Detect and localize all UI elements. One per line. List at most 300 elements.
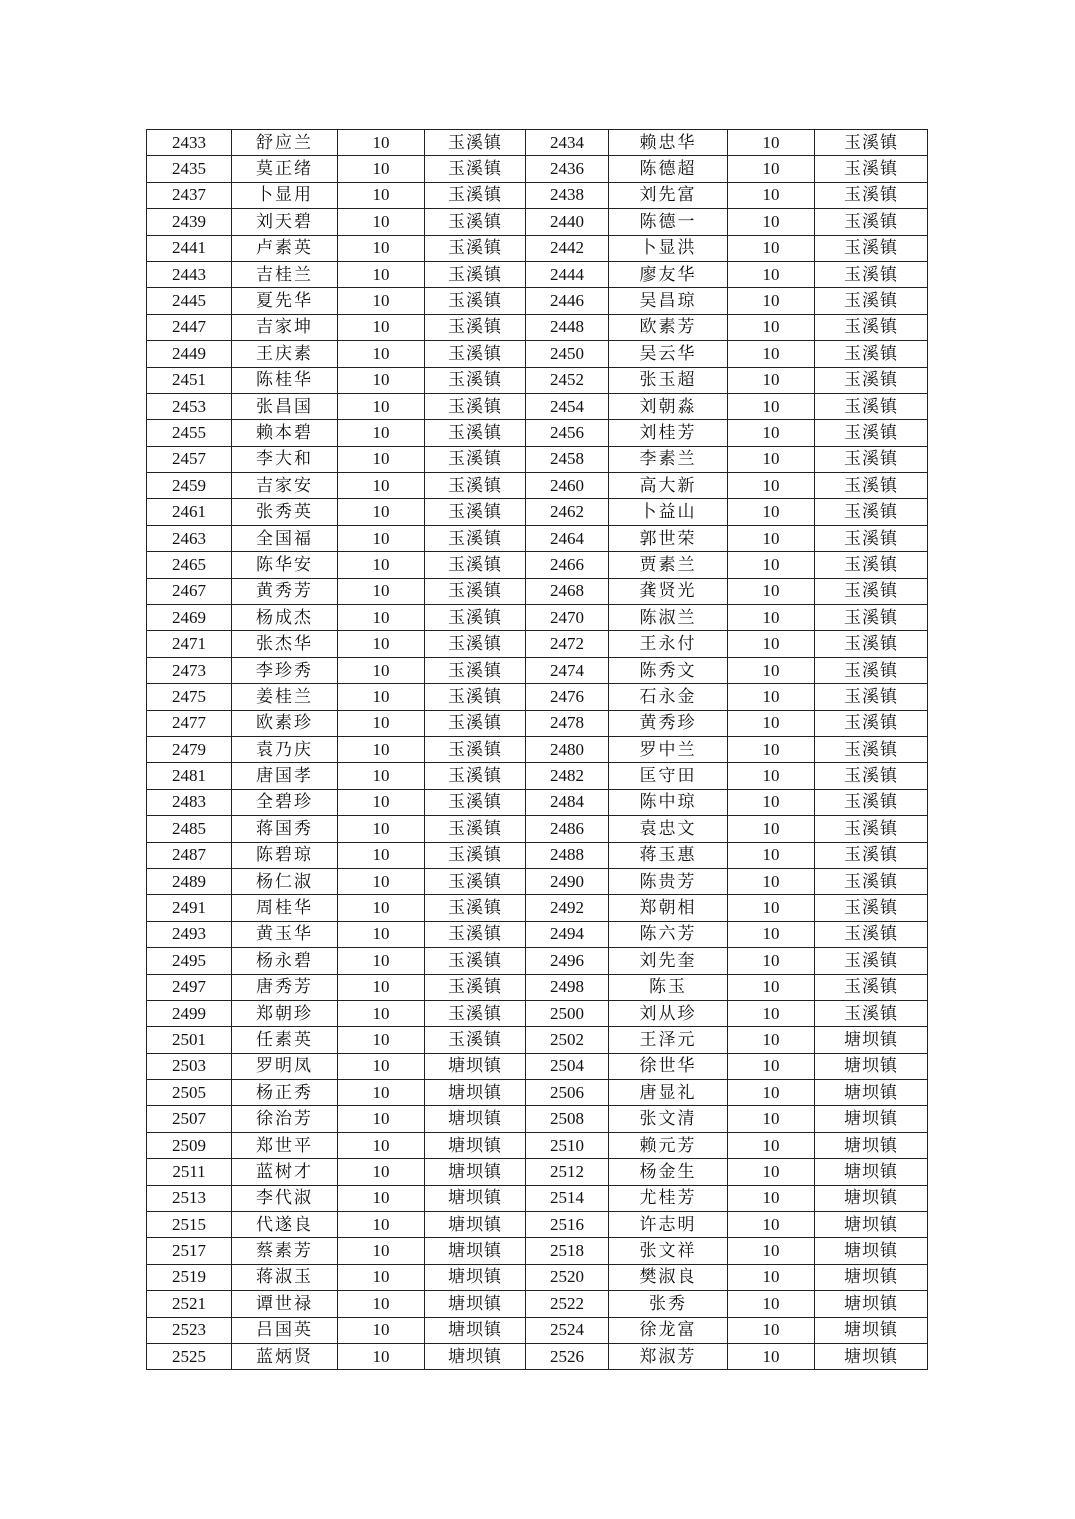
row-number: 2444: [526, 261, 609, 287]
person-name: 陈德超: [609, 156, 728, 182]
amount: 10: [338, 552, 425, 578]
amount: 10: [728, 288, 815, 314]
row-number: 2473: [147, 657, 232, 683]
amount: 10: [728, 789, 815, 815]
document-page: [146, 129, 928, 1370]
row-number: 2436: [526, 156, 609, 182]
person-name: 莫正绪: [232, 156, 338, 182]
town-name: 玉溪镇: [815, 948, 928, 974]
amount: 10: [338, 525, 425, 551]
row-number: 2500: [526, 1000, 609, 1026]
town-name: 玉溪镇: [425, 684, 526, 710]
town-name: 玉溪镇: [425, 816, 526, 842]
town-name: 塘坝镇: [425, 1343, 526, 1369]
person-name: 赖本碧: [232, 420, 338, 446]
person-name: 代遂良: [232, 1212, 338, 1238]
person-name: 袁乃庆: [232, 736, 338, 762]
row-number: 2488: [526, 842, 609, 868]
amount: 10: [338, 393, 425, 419]
row-number: 2484: [526, 789, 609, 815]
person-name: 匡守田: [609, 763, 728, 789]
amount: 10: [338, 314, 425, 340]
person-name: 唐显礼: [609, 1080, 728, 1106]
amount: 10: [338, 1212, 425, 1238]
amount: 10: [338, 1343, 425, 1369]
person-name: 贾素兰: [609, 552, 728, 578]
table-row: [147, 948, 928, 974]
amount: 10: [728, 1053, 815, 1079]
table-row: [147, 473, 928, 499]
amount: 10: [338, 446, 425, 472]
row-number: 2437: [147, 182, 232, 208]
person-name: 张文清: [609, 1106, 728, 1132]
row-number: 2517: [147, 1238, 232, 1264]
person-name: 刘先奎: [609, 948, 728, 974]
row-number: 2518: [526, 1238, 609, 1264]
town-name: 玉溪镇: [425, 209, 526, 235]
person-name: 唐国孝: [232, 763, 338, 789]
town-name: 玉溪镇: [815, 341, 928, 367]
table-row: [147, 1132, 928, 1158]
row-number: 2494: [526, 921, 609, 947]
row-number: 2525: [147, 1343, 232, 1369]
table-row: [147, 736, 928, 762]
person-name: 蓝炳贤: [232, 1343, 338, 1369]
amount: 10: [728, 1264, 815, 1290]
table-row: [147, 763, 928, 789]
person-name: 徐治芳: [232, 1106, 338, 1132]
table-row: [147, 1000, 928, 1026]
amount: 10: [728, 895, 815, 921]
amount: 10: [338, 341, 425, 367]
row-number: 2482: [526, 763, 609, 789]
row-number: 2480: [526, 736, 609, 762]
amount: 10: [728, 763, 815, 789]
person-name: 龚贤光: [609, 578, 728, 604]
amount: 10: [338, 156, 425, 182]
amount: 10: [728, 235, 815, 261]
row-number: 2498: [526, 974, 609, 1000]
person-name: 欧素芳: [609, 314, 728, 340]
town-name: 塘坝镇: [815, 1212, 928, 1238]
town-name: 玉溪镇: [815, 895, 928, 921]
amount: 10: [338, 948, 425, 974]
town-name: 玉溪镇: [425, 1000, 526, 1026]
person-name: 舒应兰: [232, 130, 338, 156]
person-name: 许志明: [609, 1212, 728, 1238]
row-number: 2468: [526, 578, 609, 604]
person-name: 谭世禄: [232, 1291, 338, 1317]
row-number: 2445: [147, 288, 232, 314]
amount: 10: [728, 130, 815, 156]
table-row: [147, 288, 928, 314]
person-name: 张杰华: [232, 631, 338, 657]
amount: 10: [338, 974, 425, 1000]
person-name: 全国福: [232, 525, 338, 551]
row-number: 2489: [147, 868, 232, 894]
town-name: 玉溪镇: [425, 420, 526, 446]
amount: 10: [338, 1159, 425, 1185]
amount: 10: [338, 499, 425, 525]
row-number: 2475: [147, 684, 232, 710]
amount: 10: [338, 657, 425, 683]
town-name: 玉溪镇: [425, 182, 526, 208]
town-name: 玉溪镇: [815, 816, 928, 842]
row-number: 2461: [147, 499, 232, 525]
amount: 10: [728, 948, 815, 974]
town-name: 玉溪镇: [815, 393, 928, 419]
amount: 10: [338, 921, 425, 947]
town-name: 塘坝镇: [425, 1264, 526, 1290]
amount: 10: [728, 446, 815, 472]
person-name: 姜桂兰: [232, 684, 338, 710]
town-name: 玉溪镇: [815, 446, 928, 472]
person-name: 蒋淑玉: [232, 1264, 338, 1290]
row-number: 2449: [147, 341, 232, 367]
town-name: 玉溪镇: [815, 261, 928, 287]
row-number: 2503: [147, 1053, 232, 1079]
amount: 10: [338, 842, 425, 868]
row-number: 2487: [147, 842, 232, 868]
person-name: 赖元芳: [609, 1132, 728, 1158]
table-row: [147, 1343, 928, 1369]
town-name: 塘坝镇: [815, 1238, 928, 1264]
row-number: 2519: [147, 1264, 232, 1290]
person-name: 黄秀珍: [609, 710, 728, 736]
town-name: 塘坝镇: [425, 1080, 526, 1106]
row-number: 2516: [526, 1212, 609, 1238]
town-name: 玉溪镇: [815, 868, 928, 894]
town-name: 玉溪镇: [425, 868, 526, 894]
town-name: 玉溪镇: [425, 578, 526, 604]
person-name: 陈秀文: [609, 657, 728, 683]
town-name: 玉溪镇: [425, 314, 526, 340]
amount: 10: [728, 710, 815, 736]
person-name: 杨成杰: [232, 605, 338, 631]
table-row: [147, 1159, 928, 1185]
table-row: [147, 895, 928, 921]
person-name: 樊淑良: [609, 1264, 728, 1290]
person-name: 陈贵芳: [609, 868, 728, 894]
town-name: 玉溪镇: [815, 631, 928, 657]
person-name: 郑淑芳: [609, 1343, 728, 1369]
town-name: 塘坝镇: [425, 1159, 526, 1185]
row-number: 2485: [147, 816, 232, 842]
town-name: 玉溪镇: [815, 921, 928, 947]
amount: 10: [338, 1132, 425, 1158]
amount: 10: [728, 736, 815, 762]
person-name: 吕国英: [232, 1317, 338, 1343]
town-name: 玉溪镇: [815, 789, 928, 815]
town-name: 玉溪镇: [815, 552, 928, 578]
amount: 10: [338, 816, 425, 842]
table-row: [147, 789, 928, 815]
town-name: 塘坝镇: [425, 1212, 526, 1238]
row-number: 2471: [147, 631, 232, 657]
row-number: 2438: [526, 182, 609, 208]
person-name: 李大和: [232, 446, 338, 472]
town-name: 玉溪镇: [815, 367, 928, 393]
table-row: [147, 1027, 928, 1053]
row-number: 2469: [147, 605, 232, 631]
row-number: 2434: [526, 130, 609, 156]
person-name: 刘先富: [609, 182, 728, 208]
row-number: 2455: [147, 420, 232, 446]
town-name: 塘坝镇: [815, 1080, 928, 1106]
town-name: 玉溪镇: [815, 684, 928, 710]
table-row: [147, 631, 928, 657]
town-name: 玉溪镇: [815, 235, 928, 261]
amount: 10: [728, 393, 815, 419]
person-name: 高大新: [609, 473, 728, 499]
amount: 10: [338, 261, 425, 287]
amount: 10: [728, 1000, 815, 1026]
table-row: [147, 1053, 928, 1079]
person-name: 卜显洪: [609, 235, 728, 261]
row-number: 2513: [147, 1185, 232, 1211]
table-row: [147, 816, 928, 842]
row-number: 2492: [526, 895, 609, 921]
person-name: 吉家安: [232, 473, 338, 499]
amount: 10: [338, 763, 425, 789]
person-name: 刘朝淼: [609, 393, 728, 419]
town-name: 玉溪镇: [425, 446, 526, 472]
table-row: [147, 367, 928, 393]
amount: 10: [728, 314, 815, 340]
person-name: 卢素英: [232, 235, 338, 261]
row-number: 2439: [147, 209, 232, 235]
town-name: 玉溪镇: [815, 710, 928, 736]
person-name: 李素兰: [609, 446, 728, 472]
person-name: 王泽元: [609, 1027, 728, 1053]
person-name: 周桂华: [232, 895, 338, 921]
table-row: [147, 182, 928, 208]
person-name: 陈六芳: [609, 921, 728, 947]
amount: 10: [728, 578, 815, 604]
person-name: 徐龙富: [609, 1317, 728, 1343]
person-name: 张玉超: [609, 367, 728, 393]
town-name: 玉溪镇: [815, 499, 928, 525]
town-name: 塘坝镇: [815, 1291, 928, 1317]
table-row: [147, 578, 928, 604]
town-name: 塘坝镇: [815, 1132, 928, 1158]
person-name: 杨永碧: [232, 948, 338, 974]
town-name: 玉溪镇: [425, 921, 526, 947]
person-name: 欧素珍: [232, 710, 338, 736]
person-name: 黄玉华: [232, 921, 338, 947]
person-name: 刘天碧: [232, 209, 338, 235]
person-name: 吴昌琼: [609, 288, 728, 314]
person-name: 陈德一: [609, 209, 728, 235]
amount: 10: [338, 868, 425, 894]
table-row: [147, 235, 928, 261]
row-number: 2522: [526, 1291, 609, 1317]
town-name: 玉溪镇: [425, 657, 526, 683]
town-name: 塘坝镇: [815, 1185, 928, 1211]
amount: 10: [728, 1343, 815, 1369]
table-row: [147, 446, 928, 472]
person-name: 王庆素: [232, 341, 338, 367]
person-name: 张秀: [609, 1291, 728, 1317]
person-name: 陈桂华: [232, 367, 338, 393]
row-number: 2466: [526, 552, 609, 578]
person-name: 郑朝珍: [232, 1000, 338, 1026]
amount: 10: [728, 1027, 815, 1053]
town-name: 玉溪镇: [815, 1000, 928, 1026]
row-number: 2490: [526, 868, 609, 894]
row-number: 2508: [526, 1106, 609, 1132]
amount: 10: [728, 1106, 815, 1132]
table-row: [147, 420, 928, 446]
person-name: 张昌国: [232, 393, 338, 419]
person-name: 张秀英: [232, 499, 338, 525]
person-name: 郑朝相: [609, 895, 728, 921]
person-name: 廖友华: [609, 261, 728, 287]
person-name: 吉桂兰: [232, 261, 338, 287]
amount: 10: [338, 1238, 425, 1264]
amount: 10: [728, 209, 815, 235]
row-number: 2504: [526, 1053, 609, 1079]
amount: 10: [728, 1080, 815, 1106]
amount: 10: [728, 1317, 815, 1343]
amount: 10: [338, 1080, 425, 1106]
amount: 10: [728, 921, 815, 947]
person-name: 郭世荣: [609, 525, 728, 551]
town-name: 玉溪镇: [815, 657, 928, 683]
table-row: [147, 156, 928, 182]
table-row: [147, 1264, 928, 1290]
person-name: 袁忠文: [609, 816, 728, 842]
row-number: 2470: [526, 605, 609, 631]
town-name: 玉溪镇: [425, 948, 526, 974]
table-row: [147, 130, 928, 156]
amount: 10: [728, 367, 815, 393]
town-name: 玉溪镇: [425, 341, 526, 367]
amount: 10: [338, 1027, 425, 1053]
amount: 10: [338, 367, 425, 393]
amount: 10: [728, 1212, 815, 1238]
row-number: 2526: [526, 1343, 609, 1369]
amount: 10: [728, 261, 815, 287]
town-name: 塘坝镇: [815, 1343, 928, 1369]
amount: 10: [728, 816, 815, 842]
town-name: 玉溪镇: [425, 710, 526, 736]
amount: 10: [338, 1317, 425, 1343]
town-name: 玉溪镇: [815, 525, 928, 551]
row-number: 2462: [526, 499, 609, 525]
row-number: 2435: [147, 156, 232, 182]
row-number: 2523: [147, 1317, 232, 1343]
town-name: 玉溪镇: [815, 288, 928, 314]
town-name: 玉溪镇: [815, 156, 928, 182]
person-name: 全碧珍: [232, 789, 338, 815]
row-number: 2509: [147, 1132, 232, 1158]
row-number: 2501: [147, 1027, 232, 1053]
town-name: 玉溪镇: [815, 130, 928, 156]
person-name: 郑世平: [232, 1132, 338, 1158]
amount: 10: [728, 156, 815, 182]
amount: 10: [728, 605, 815, 631]
amount: 10: [338, 684, 425, 710]
town-name: 玉溪镇: [425, 473, 526, 499]
row-number: 2524: [526, 1317, 609, 1343]
town-name: 玉溪镇: [425, 261, 526, 287]
row-number: 2491: [147, 895, 232, 921]
table-row: [147, 868, 928, 894]
row-number: 2502: [526, 1027, 609, 1053]
table-row: [147, 1238, 928, 1264]
town-name: 玉溪镇: [815, 763, 928, 789]
row-number: 2515: [147, 1212, 232, 1238]
town-name: 玉溪镇: [425, 130, 526, 156]
person-name: 夏先华: [232, 288, 338, 314]
amount: 10: [338, 631, 425, 657]
amount: 10: [338, 182, 425, 208]
person-name: 蒋国秀: [232, 816, 338, 842]
town-name: 塘坝镇: [815, 1053, 928, 1079]
town-name: 玉溪镇: [815, 420, 928, 446]
amount: 10: [728, 1185, 815, 1211]
table-row: [147, 1291, 928, 1317]
person-name: 尤桂芳: [609, 1185, 728, 1211]
amount: 10: [728, 341, 815, 367]
amount: 10: [728, 1132, 815, 1158]
town-name: 玉溪镇: [425, 288, 526, 314]
town-name: 玉溪镇: [815, 473, 928, 499]
town-name: 玉溪镇: [815, 209, 928, 235]
table-row: [147, 341, 928, 367]
table-row: [147, 525, 928, 551]
town-name: 玉溪镇: [425, 499, 526, 525]
amount: 10: [338, 1291, 425, 1317]
person-name: 黄秀芳: [232, 578, 338, 604]
person-name: 杨仁淑: [232, 868, 338, 894]
town-name: 玉溪镇: [425, 789, 526, 815]
town-name: 玉溪镇: [425, 763, 526, 789]
table-row: [147, 499, 928, 525]
row-number: 2499: [147, 1000, 232, 1026]
person-name: 徐世华: [609, 1053, 728, 1079]
amount: 10: [338, 1053, 425, 1079]
amount: 10: [338, 1264, 425, 1290]
town-name: 塘坝镇: [425, 1291, 526, 1317]
amount: 10: [728, 182, 815, 208]
town-name: 塘坝镇: [815, 1317, 928, 1343]
row-number: 2451: [147, 367, 232, 393]
person-name: 陈华安: [232, 552, 338, 578]
town-name: 玉溪镇: [425, 631, 526, 657]
amount: 10: [338, 420, 425, 446]
amount: 10: [338, 895, 425, 921]
row-number: 2457: [147, 446, 232, 472]
roster-table-body: [147, 130, 928, 1370]
person-name: 吴云华: [609, 341, 728, 367]
person-name: 陈淑兰: [609, 605, 728, 631]
table-row: [147, 1317, 928, 1343]
amount: 10: [728, 552, 815, 578]
row-number: 2496: [526, 948, 609, 974]
amount: 10: [338, 789, 425, 815]
town-name: 塘坝镇: [815, 1106, 928, 1132]
person-name: 石永金: [609, 684, 728, 710]
row-number: 2474: [526, 657, 609, 683]
town-name: 塘坝镇: [425, 1185, 526, 1211]
row-number: 2497: [147, 974, 232, 1000]
town-name: 塘坝镇: [425, 1106, 526, 1132]
row-number: 2483: [147, 789, 232, 815]
amount: 10: [728, 657, 815, 683]
row-number: 2442: [526, 235, 609, 261]
